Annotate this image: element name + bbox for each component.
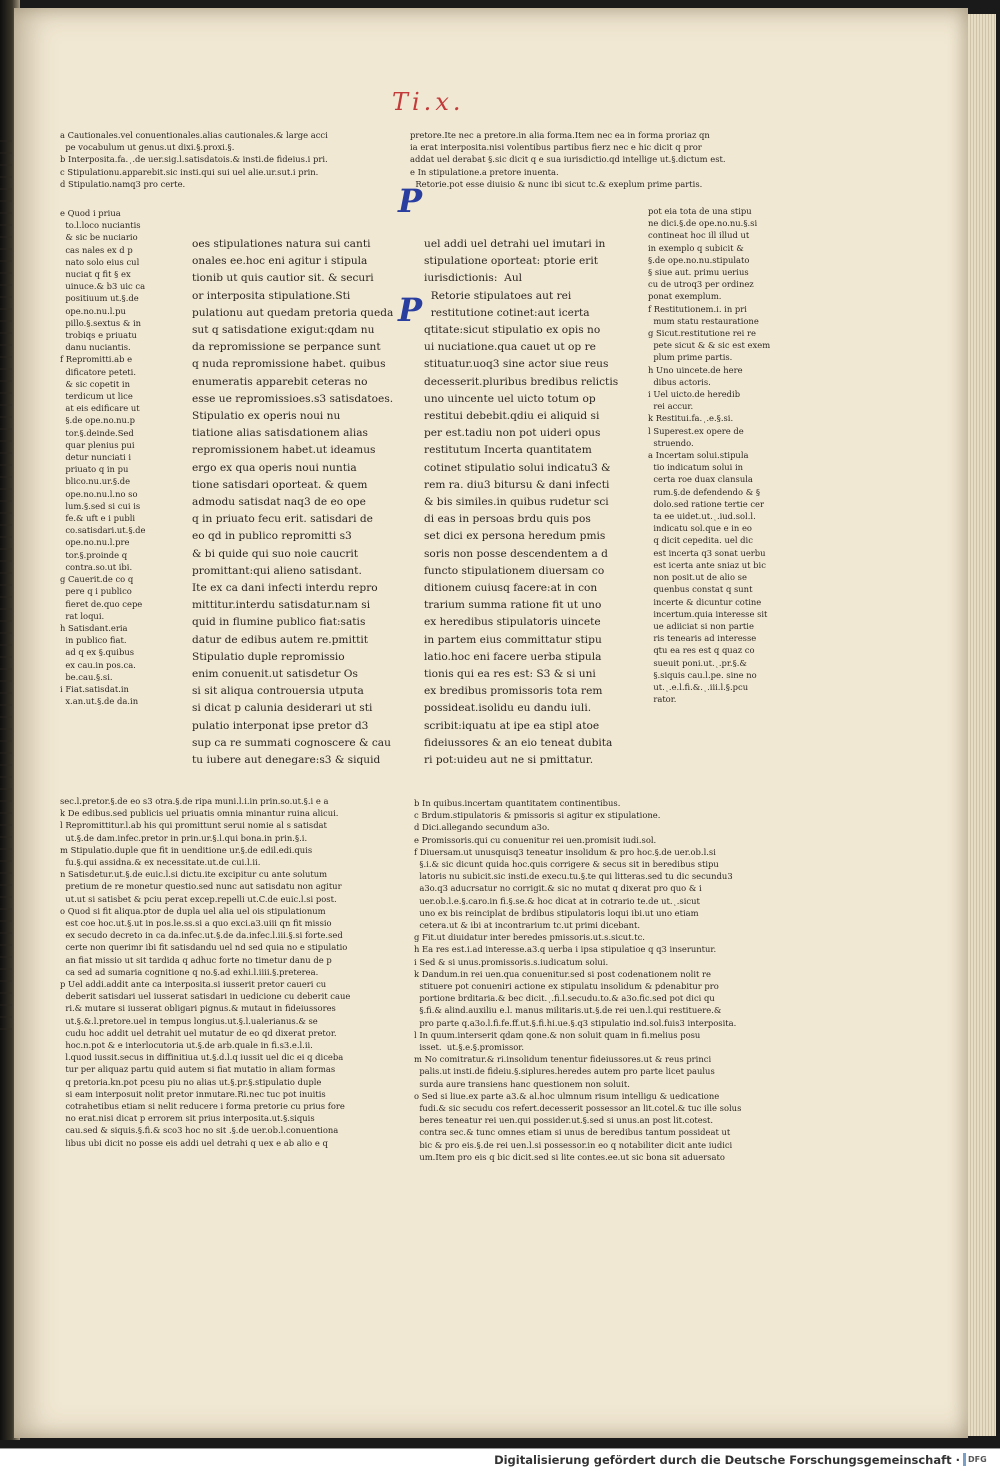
decorated-initial-2: P	[398, 291, 423, 329]
top-left-gloss: a Cautionales.vel conuentionales.alias cautionales.& large acci pe vocabulum ut genus.ut dixi.§.proxi.§. b Interposita.fa.ͺ.de uer.sig.l.satisdatois.& insti.de fideius.i pri. c Stipulationu.apparebit.sic insti.qui sui uel alie.ur.sut.i prin. d Stipulatio.namq3 pro certe.	[60, 130, 328, 189]
decorated-initial-1: P	[398, 182, 423, 220]
left-margin-gloss: e Quod i priua to.l.loco nuciantis & sic be nuciario cas nales ex d p nato solo eius cul nuciat q fit § ex uinuce.& b3 uic ca positiuum ut.§.de ope.no.nu.l.pu pillo.§.sextus & in trobiqs e priuatu danu nuciantis. f Repromitti.ab e dificatore peteti. & sic copetit in terdicum ut lice at eis edificare ut §.de ope.no.nu.p tor.§.deinde.Sed quar plenius pui detur nunciati i priuato q in pu blico.nu.ur.§.de ope.no.nu.l.no so lum.§.sed si cui is fe.& uft e i publi co.satisdari.ut.§.de ope.no.nu.l.pre tor.§.proinde q contra.so.ut ibi. g Cauerit.de co q pere q i publico fieret de.quo cepe rat loqui. h Satisdant.eria in publico fiat. ad q ex §.quibus ex cau.in pos.ca. be.cau.§.si. i Fiat.satisdat.in x.an.ut.§.de da.in	[60, 208, 146, 707]
right-margin-gloss: pot eia tota de una stipu ne dici.§.de ope.no.nu.§.si contineat hoc ill illud ut in exemplo q subicit & §.de ope.no.nu.stipulato § siue aut. primu uerius cu de utroq3 per ordinez ponat exemplum. f Restitutionem.i. in pri mum statu restauratione g Sicut.restitutione rei re pete sicut & & sic est exem plum prime partis. h Uno uincete.de here dibus actoris. i Uel uicto.de heredib rei accur. k Restitui.fa.ͺ.e.§.si. l Superest.ex opere de struendo. a Incertam solui.stipula tio indicatum solui in certa roe duax clansula rum.§.de defendendo & § dolo.sed ratione tertie cer ta ee uidet.ut.ͺ.iud.sol.l. indicatu sol.que e in eo q dicit cepedita. uel dic est incerta q3 sonat uerbu est icerta ante sniaz ut bic non posit.ut de alio se quenbus constat q sunt incerte & dicuntur cotine incertum.quia interesse sit ue adiiciat si non partie ris tenearis ad interesse qtu ea res est q quaz co sueuit poni.ut.ͺ.pr.§.& §.siquis cau.l.pe. sine no ut.ͺ.e.l.fi.&.ͺ.iii.l.§.pcu rator.	[648, 206, 771, 705]
footer-bar	[0, 1448, 1000, 1471]
funding-credit: Digitalisierung gefördert durch die Deutsche Forschungsgemeinschaft ·	[494, 1453, 960, 1467]
main-text-column-2: uel addi uel detrahi uel imutari in stipulatione oporteat: ptorie erit iurisdictionis: Aul Retorie stipulatoes aut rei restitutione cotinet:aut icerta qtitate:sicut stipulatio ex opis no ui nuciatione.qua cauet ut op re stituatur.uoq3 sine actor siue reus decesserit.pluribus bredibus relictis uno uincente uel uicto totum op restitui debebit.qdiu ei aliquid si per est.tadiu non pot uideri opus restitutum Incerta quantitatem cotinet stipulatio solui indicatu3 & rem ra. diu3 bitursu & dani infecti & bis similes.in quibus rudetur sci di eas in persoas brdu quis pos set dici ex persona heredum pmis soris non posse descendentem a d functo stipulationem diuersam co ditionem cuiusq facere:at in con trarium summa ratione fit ut uno ex heredibus stipulatoris uincete in partem eius committatur stipu latio.hoc eni facere uerba stipula tionis qui ea res est: S3 & si uni ex bredibus promissoris tota rem possideat.isolidu eu dandu iuli. scribit:iquatu at ipe ea stipl atoe fideiussores & an eio teneat dubita ri pot:uideu aut ne si pmittatur.	[424, 238, 619, 767]
facing-page-edge	[0, 140, 12, 1040]
bottom-right-gloss: b In quibus.incertam quantitatem continentibus. c Brdum.stipulatoris & pmissoris si agitur ex stipulatione. d Dici.allegando secundum a3o. e Promissoris.qui cu conuenitur rei uen.promisit iudi.sol. f Diuersam.ut unusquisq3 teneatur insolidum & pro hoc.§.de uer.ob.l.si §.i.& sic dicunt quida hoc.quis corrigere & secus sit in beredibus stipu latoris nu subicit.sic insti.de execu.tu.§.te qui litteras.sed tu dic secundu3 a3o.q3 aducrsatur no corrigit.& sic no mutat q dixerat pro quo & i uer.ob.l.e.§.caro.in fi.§.se.& hoc dicat at in cotrario te.de ut.ͺ.sicut uno ex bis reinciplat de brdibus stipulatoris loqui ibi.ut uno etiam cetera.ut & ibi at incontrarium tc.ut primi dicebant. g Fit.ut diuidatur inter beredes pmissoris.ut.s.sicut.tc. h Ea res est.i.ad interesse.a3.q uerba i ipsa stipulatioe q q3 inseruntur. i Sed & si unus.promissoris.s.iudicatum solui. k Dandum.in rei uen.qua conuenitur.sed si post codenationem nolit re stituere pot conueniri actione ex stipulatu insolidum & pdenabitur pro portione brditaria.& bec dicit.ͺ.fi.l.secudu.to.& a3o.fic.sed pot dici qu §.fi.& alind.auxiliu e.l. manus militaris.ut.§.de rei uen.l.qui restituere.& pro parte q.a3o.l.fi.fe.ff.ut.§.fi.hi.ue.§.q3 stipulatio ind.sol.fuis3 interposita. l In quum.interserit qdam qone.& non soluit quam in fi.melius posu isset. ut.§.e.§.promissor. m No comitratur.& ri.insolidum tenentur fideiussores.ut & reus princi palis.ut insti.de fideiu.§.siplures.heredes autem pro parte licet paulus surda aure transiens hanc questionem non soluit. o Sed si liue.ex parte a3.& al.hoc ulmnum risum intelligu & uedicatione fudi.& sic secudu cos refert.decesserit possessor an lit.cotel.& tuc ille solus beres teneatur rei uen.qui possider.ut.§.sed si unus.an post lit.cotest. contra sec.& tunc omnes etiam si unus de beredibus tantum possideat ut bic & pro eis.§.de rei uen.l.si possessor.in eo q notabiliter dicit ante iudici um.Item pro eis q bic dicit.sed si lite contes.ee.ut sic bona sit aduersato	[414, 798, 742, 1162]
dfg-logo: DFG	[963, 1453, 992, 1466]
page-edges	[968, 14, 996, 1436]
top-right-gloss: pretore.Ite nec a pretore.in alia forma.Item nec ea in forma proriaz qn ia erat interposita.nisi volentibus partibus fierz nec e hic dicit q pror addat uel derabat §.sic dicit q e sua iurisdictio.qd intellige ut.§.dictum est. e In stipulatione.a pretore inuenta. Retorie.pot esse diuisio & nunc ibi sicut tc.& exeplum prime partis.	[410, 130, 726, 189]
running-head: Ti.x.	[392, 88, 465, 116]
main-text-column-1: oes stipulationes natura sui canti onales ee.hoc eni agitur i stipula tionib ut quis cautior sit. & securi or interposita stipulatione.Sti pulationu aut quedam pretoria queda sut q satisdatione exigut:qdam nu da repromissione se perpance sunt q nuda repromissione habet. quibus enumeratis apparebit ceteras no esse ue repromissioes.s3 satisdatoes. Stipulatio ex operis noui nu tiatione alias satisdationem alias repromissionem habet.ut ideamus ergo ex qua operis noui nuntia tione satisdari oporteat. & quem admodu satisdat naq3 de eo ope q in priuato fecu erit. satisdari de eo qd in publico repromitti s3 & bi quide qui suo noie caucrit promittant:qui alieno satisdant. Ite ex ca dani infecti interdu repro mittitur.interdu satisdatur.nam si quid in flumine publico fiat:satis datur de edibus autem re.pmittit Stipulatio duple repromissio enim conuenit.ut satisdetur Os si sit aliqua controuersia utputa si dicat p calunia desiderari ut sti pulatio interponat ipse pretor d3 sup ca re summati cognoscere & cau tu iubere aut denegare:s3 & siquid	[192, 238, 394, 767]
bottom-left-gloss: sec.l.pretor.§.de eo s3 otra.§.de ripa muni.l.i.in prin.so.ut.§.i e a k De edibus.sed publicis uel priuatis omnia minantur ruina alicui. l Repromittitur.l.ab his qui promittunt serui nomie al s satisdat ut.§.de dam.infec.pretor in prin.ur.§.l.qui bona.in prin.§.i. m Stipulatio.duple que fit in uenditione ur.§.de edil.edi.quis fu.§.qui assidna.& ex necessitate.ut.de cui.l.ii. n Satisdetur.ut.§.de euic.l.si dictu.ite excipitur cu ante solutum pretium de re monetur questio.sed nunc aut satisdatu non agitur ut.ut si satisbet & pciu perat excep.repelli ut.C.de euic.l.si post. o Quod si fit aliqua.ptor de dupla uel alia uel ois stipulationum est coe hoc.ut.§.ut in pos.le.ss.si a quo exci.a3.uiii qn fit missio ex secudo decreto in ca da.infec.ut.§.de da.infec.l.iii.§.si forte.sed certe non querimr ibi fit satisdandu uel nd sed quia no e stipulatio an fiat missio ut sit tardida q adhuc forte no timetur danu de p ca sed ad sumaria cognitione q no.§.ad exhi.l.iiii.§.preterea. p Uel addi.addit ante ca interposita.si iusserit pretor caueri cu deberit satisdari uel iusserat satisdari in uedicione cu deberit caue ri.& mutare si iusserat obligari pignus.& mutaut in fideiussores ut.§.&.l.pretore.uel in tempus longius.ut.§.l.ualerianus.& se cudu hoc addit uel detrahit uel mutatur de eo qd dixerat pretor. hoc.n.pot & e interlocutoria ut.§.de arb.quale in fi.s3.e.l.ii. l.quod iussit.secus in diffinitiua ut.§.d.l.q iussit uel dic ei q diceba tur per aliquaz partu quid autem si fiat mutatio in aliam formas q pretoria.kn.pot pcesu piu no alias ut.§.pr.§.stipulatio duple si eam interposuit nolit pretor inmutare.Ri.nec tuc pot inuitis cotrahetibus etiam si nelit reducere i forma pretorie cu prius fore no erat.nisi dicat p errorem sit prius interposita.ut.§.siquis cau.sed & siquis.§.fi.& sco3 hoc no sit .§.de uer.ob.l.conuentiona libus ubi dicit no posse eis addi uel detrahi q uex e ab alio e q	[60, 796, 351, 1148]
